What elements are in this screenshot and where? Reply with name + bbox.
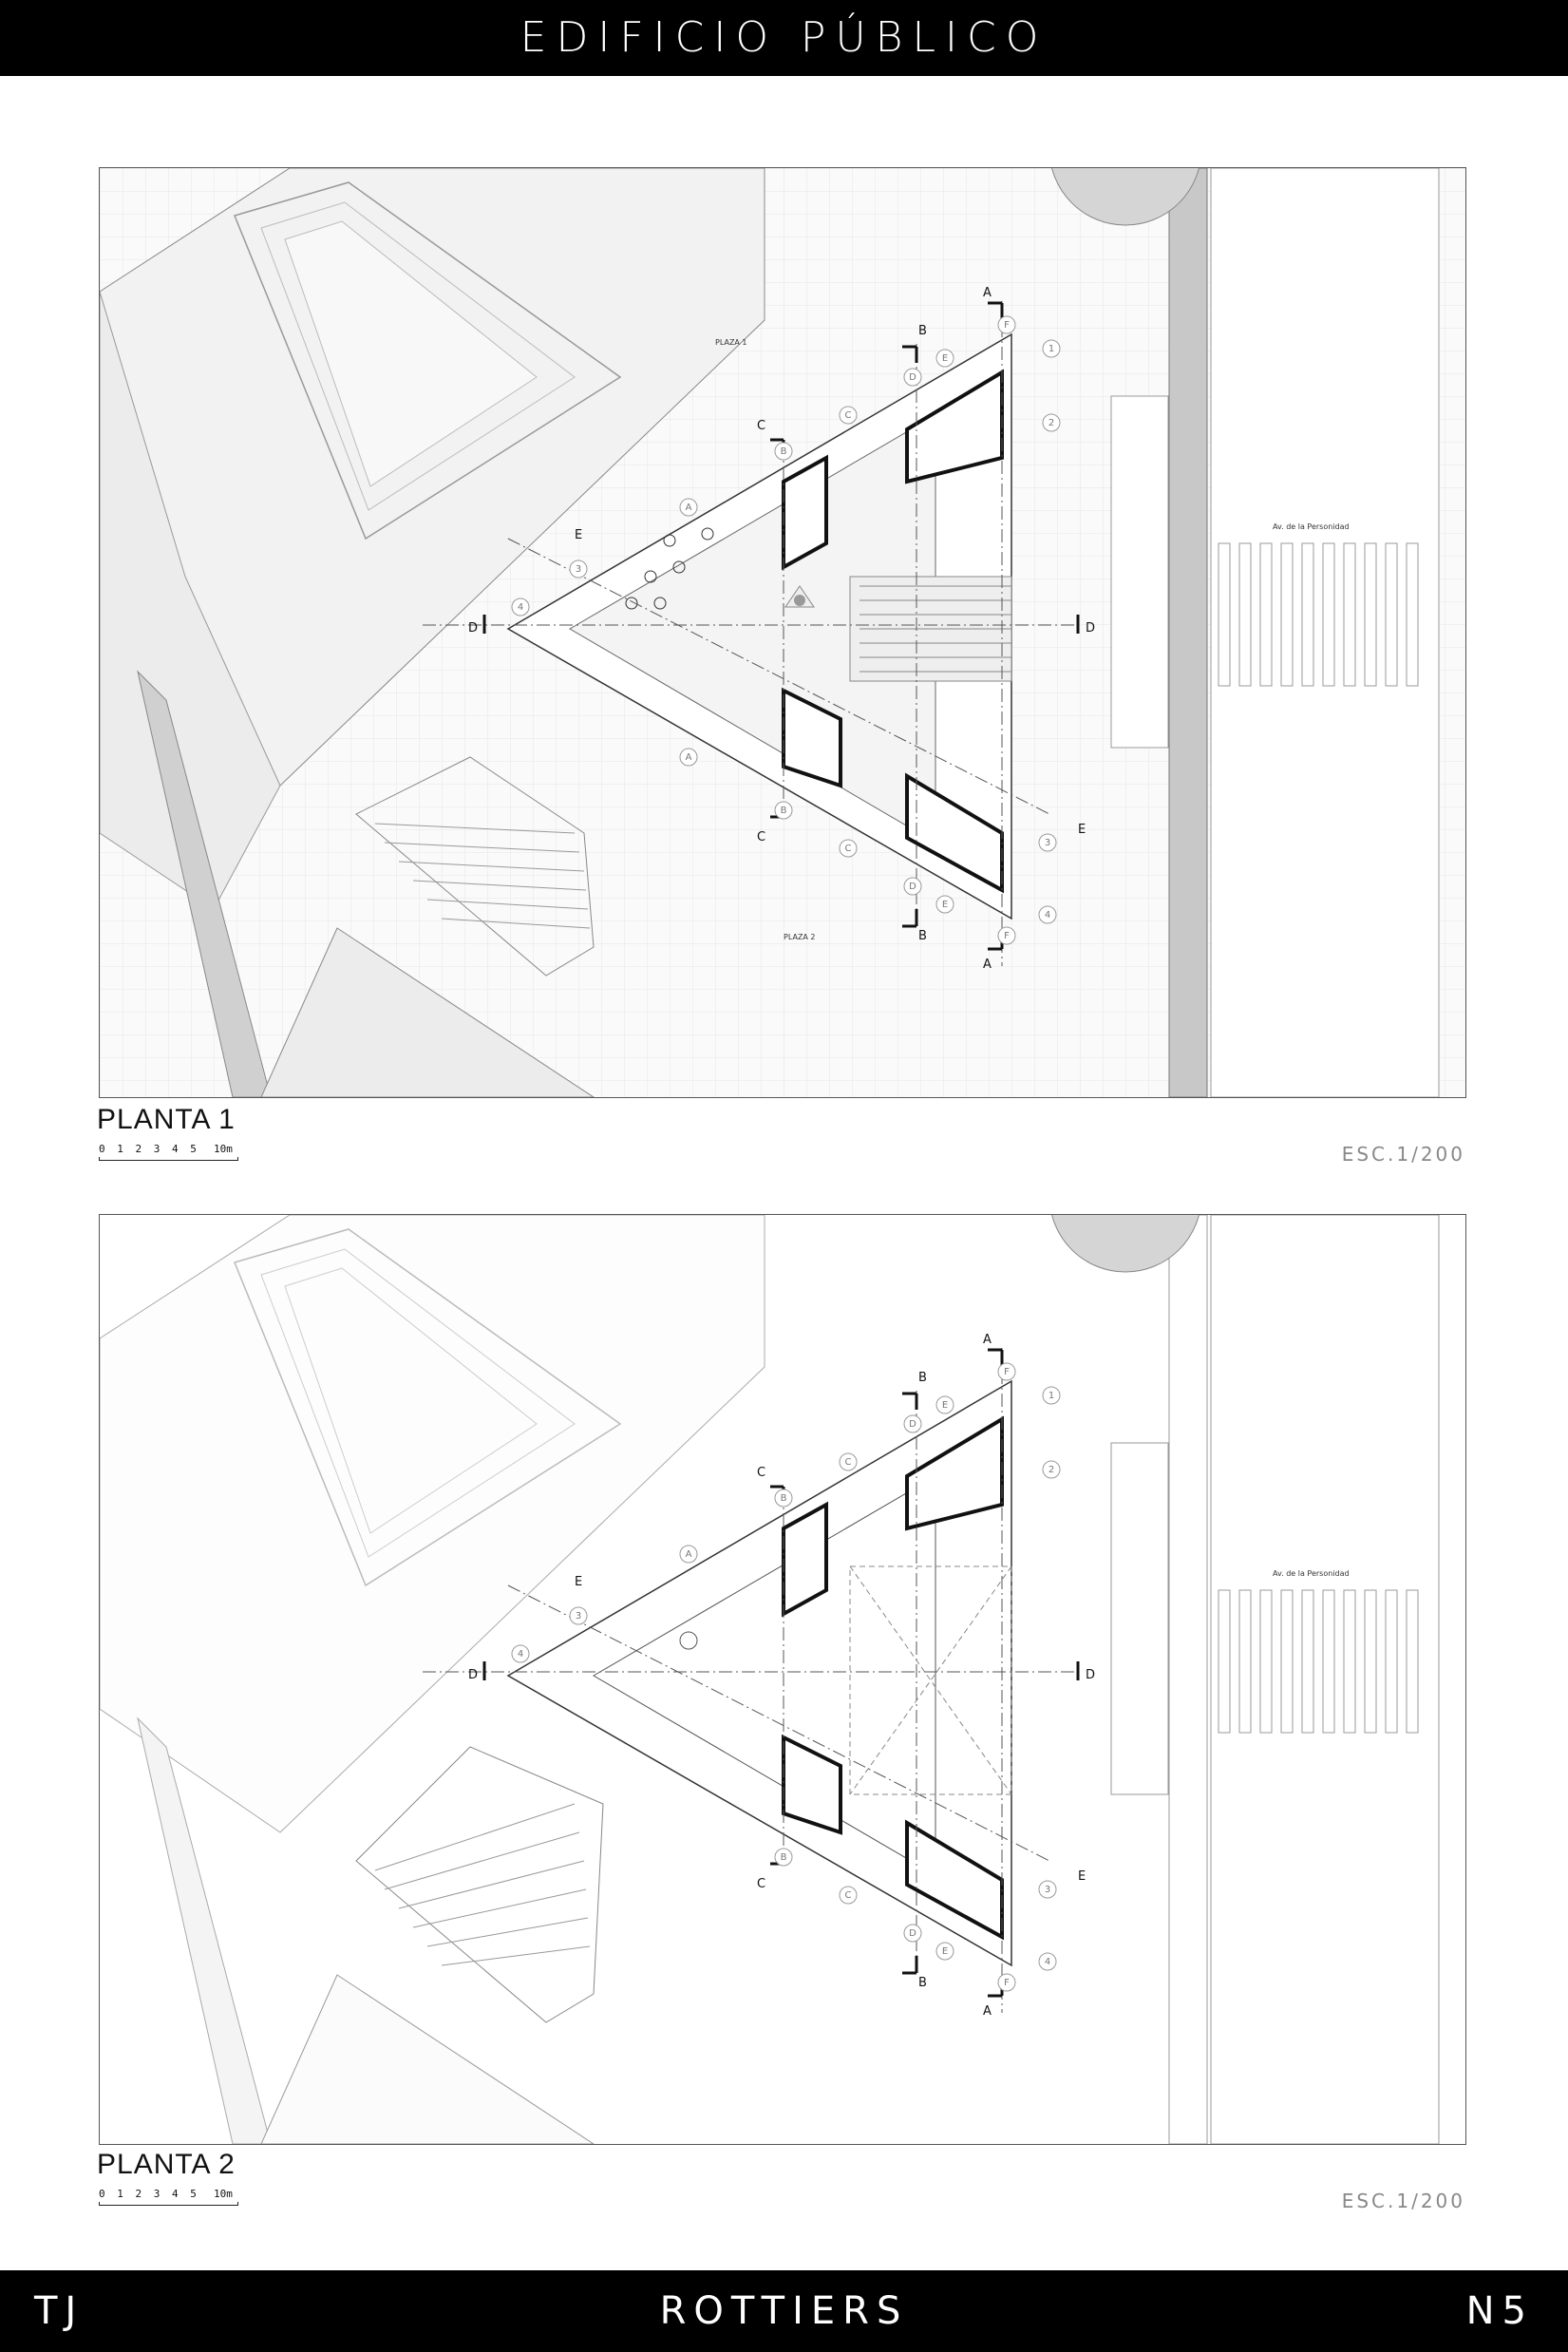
svg-text:B: B [918,1371,927,1385]
svg-text:1: 1 [1048,344,1055,354]
section-mark-d-left: D [468,621,479,635]
street-label-2: Av. de la Personidad [1273,1569,1350,1578]
svg-text:F: F [1004,931,1010,941]
svg-text:A: A [983,2004,992,2019]
footer-sheet-number: N5 [1465,2289,1534,2333]
footer-band [0,2270,1568,2352]
section-mark-e-left: E [575,528,583,542]
svg-text:C: C [757,1466,766,1480]
svg-text:D: D [909,1928,916,1939]
svg-text:C: C [844,1890,852,1901]
scale-end-label-2: 10m [214,2188,233,2200]
section-mark-d-right: D [1086,621,1096,635]
plan-2-title: PLANTA 2 [97,2149,236,2180]
header-band [0,0,1568,76]
footer-initials: TJ [34,2289,85,2333]
plan-2-scale-bar [99,2188,241,2207]
svg-text:E: E [575,1575,583,1589]
plan-1-title: PLANTA 1 [97,1104,236,1135]
svg-text:A: A [685,1549,692,1560]
svg-text:2: 2 [1048,1465,1055,1475]
plan-1-scale-ratio: ESC.1/200 [1341,1143,1465,1166]
section-mark-a-bottom: A [983,958,992,972]
footer-author: ROTTIERS [659,2289,909,2333]
svg-text:3: 3 [575,1611,582,1622]
plaza-2-label: PLAZA 2 [784,933,816,941]
svg-text:C: C [757,1877,766,1891]
svg-text:4: 4 [517,602,524,613]
svg-text:3: 3 [1044,838,1051,848]
svg-text:F: F [1004,320,1010,331]
central-stairs [850,577,1011,681]
plan-2-drawing [99,1214,1466,2145]
section-mark-c-top: C [757,419,766,433]
svg-text:4: 4 [1044,1957,1051,1967]
floor-plan-2 [100,1215,1465,2144]
svg-text:E: E [1078,1869,1086,1884]
svg-text:B: B [918,1976,927,1990]
scale-ticks: 0 1 2 3 4 5 [99,1143,199,1155]
svg-text:3: 3 [575,564,582,575]
section-mark-a-top: A [983,286,992,300]
svg-text:2: 2 [1048,418,1055,428]
svg-text:B: B [780,1852,787,1863]
plaza-1-label: PLAZA 1 [715,338,747,347]
svg-text:D: D [909,882,916,892]
svg-text:B: B [780,806,787,816]
svg-text:F: F [1004,1978,1010,1988]
section-mark-c-bottom: C [757,830,766,844]
street-label: Av. de la Personidad [1273,522,1350,531]
svg-text:C: C [844,844,852,854]
plan-1-scale-bar [99,1143,241,1162]
svg-text:B: B [780,446,787,457]
svg-text:3: 3 [1044,1885,1051,1895]
svg-text:C: C [844,1457,852,1468]
svg-text:E: E [941,900,949,910]
svg-text:A: A [983,1333,992,1347]
street-strip [1169,168,1207,1097]
svg-text:D: D [468,1668,479,1682]
svg-text:F: F [1004,1367,1010,1377]
plan-1-drawing [99,167,1466,1098]
page-title: EDIFICIO PÚBLICO [520,13,1048,62]
scale-ticks-2: 0 1 2 3 4 5 [99,2188,199,2200]
svg-text:A: A [685,752,692,763]
svg-text:4: 4 [1044,910,1051,920]
svg-text:B: B [780,1493,787,1504]
svg-text:E: E [941,1400,949,1411]
svg-text:D: D [1086,1668,1096,1682]
section-mark-e-right: E [1078,823,1086,837]
svg-text:4: 4 [517,1649,524,1660]
plan-2-scale-ratio: ESC.1/200 [1341,2190,1465,2212]
svg-text:A: A [685,503,692,513]
floor-plan-1 [100,168,1465,1097]
section-mark-b-top: B [918,324,927,338]
svg-text:D: D [909,372,916,383]
svg-text:E: E [941,353,949,364]
scale-end-label: 10m [214,1143,233,1155]
svg-text:E: E [941,1946,949,1957]
svg-text:1: 1 [1048,1391,1055,1401]
svg-text:D: D [909,1419,916,1430]
section-mark-b-bottom: B [918,929,927,943]
svg-text:C: C [844,410,852,421]
